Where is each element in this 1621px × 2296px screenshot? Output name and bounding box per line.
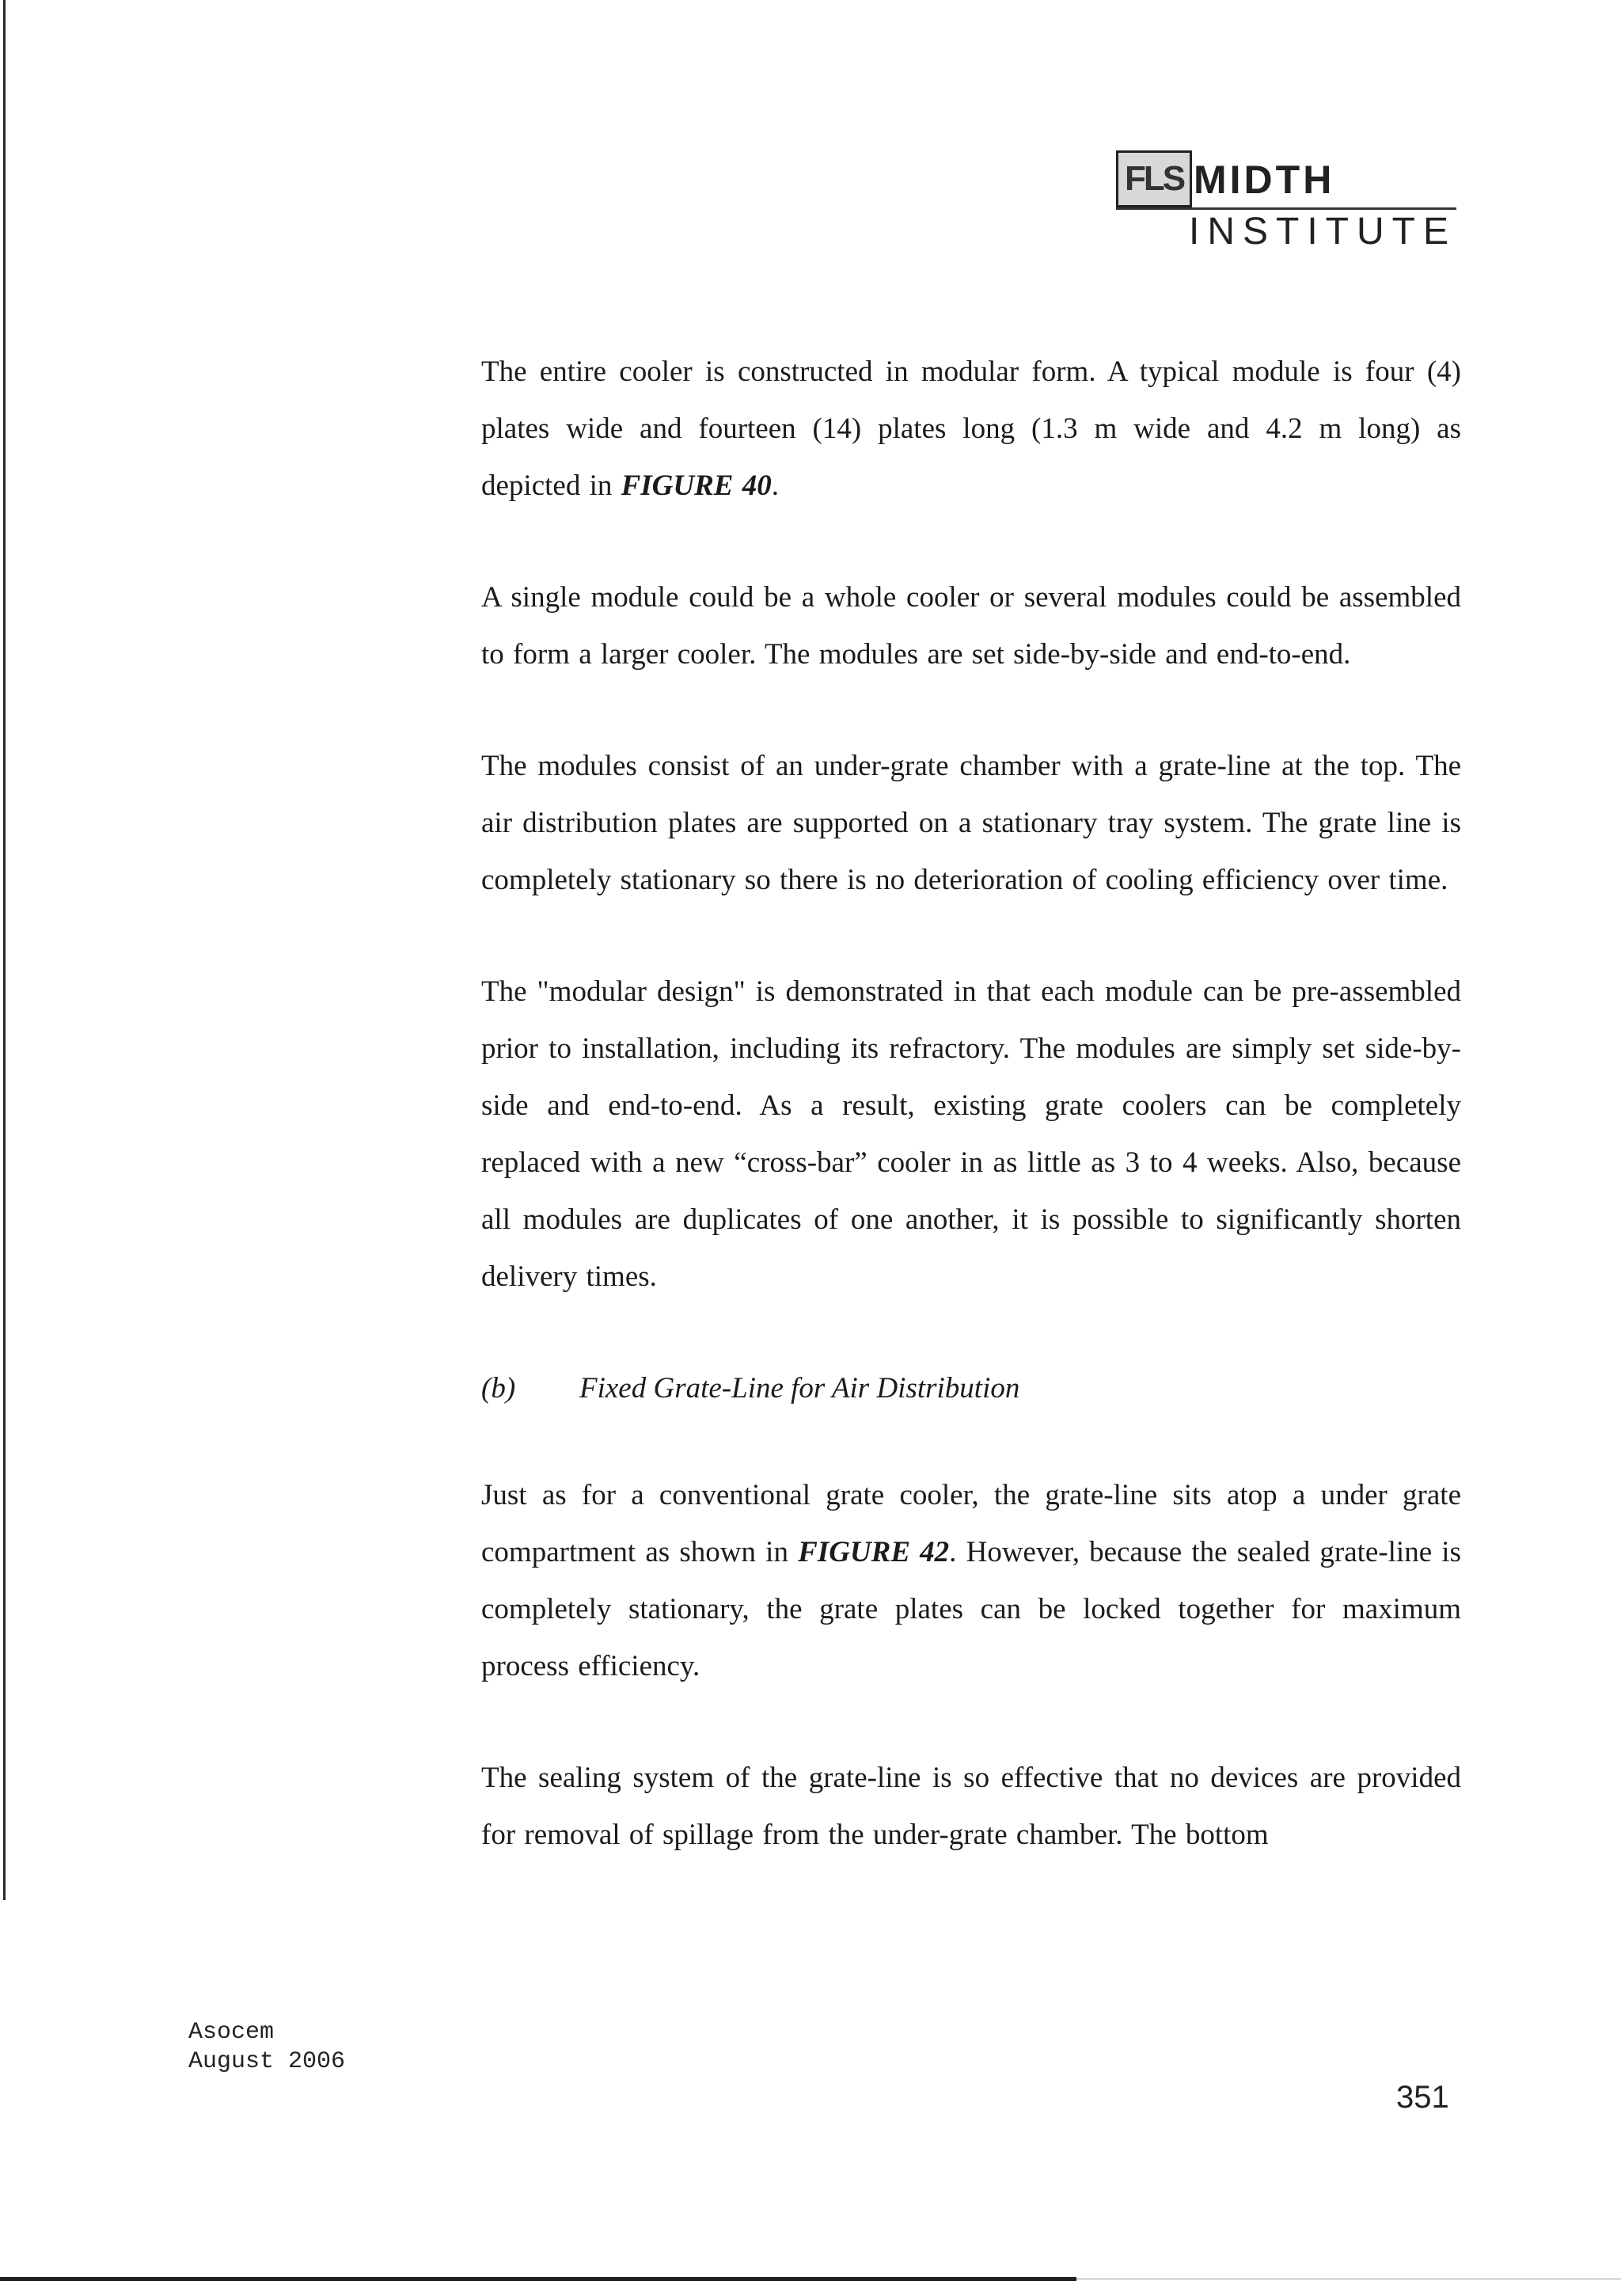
footer-date: August 2006 [188, 2048, 346, 2075]
paragraph-modular-form: The entire cooler is constructed in modular form. A typical module is four (4) plates wide and fourteen (14) plates long (1.3 m wide and 4.2 m long) as depicted in FIGURE 40. [481, 355, 1461, 502]
bottom-scan-border [0, 2277, 1076, 2281]
paragraph-single-module: A single module could be a whole cooler or several modules could be assembled to form a larger cooler. The modules are set side-by-side and end-to-end. [481, 581, 1461, 671]
paragraph-sealing-system: The sealing system of the grate-line is so effective that no devices are provided for removal of spillage from the under-grate chamber. The bottom [481, 1762, 1461, 1851]
figure-reference: FIGURE 42 [798, 1536, 950, 1568]
document-body [481, 344, 1461, 1918]
left-scan-border [3, 0, 6, 1900]
paragraph-modular-design: The "modular design" is demonstrated in that each module can be pre-assembled prior to installation, including its refractory. The modules are simply set side-by-side and end-to-end. As a result, existing grate coolers can be completely replaced with a new “cross-bar” cooler in as little as 3 to 4 weeks. Also, because all modules are duplicates of one another, it is possible to significantly shorten delivery times. [481, 975, 1461, 1293]
figure-reference: FIGURE 40 [621, 469, 772, 502]
footer-org-name: Asocem [188, 2019, 275, 2046]
logo-emblem: FLS [1116, 150, 1192, 207]
paragraph-grate-line: Just as for a conventional grate cooler, the grate-line sits atop a under grate compartment as shown in FIGURE 42. However, because the sealed grate-line is completely stationary, the grate plates can be locked together for maximum process efficiency. [481, 1479, 1461, 1682]
logo-underline [1116, 207, 1456, 210]
logo-wordmark-bottom: INSTITUTE [1189, 211, 1456, 253]
subheading-title: Fixed Grate-Line for Air Distribution [579, 1372, 1020, 1405]
footer-source [188, 2018, 345, 2077]
page-number: 351 [1396, 2080, 1449, 2115]
paragraph-under-grate-chamber: The modules consist of an under-grate chamber with a grate-line at the top. The air distribution plates are supported on a stationary tray system. The grate line is completely stationary so there is no deterioration of cooling efficiency over time. [481, 750, 1461, 896]
section-subheading [481, 1360, 1461, 1417]
logo-wordmark-top: MIDTH [1194, 158, 1335, 202]
subheading-number: (b) [481, 1372, 516, 1405]
flsmidth-institute-logo [1116, 150, 1456, 253]
